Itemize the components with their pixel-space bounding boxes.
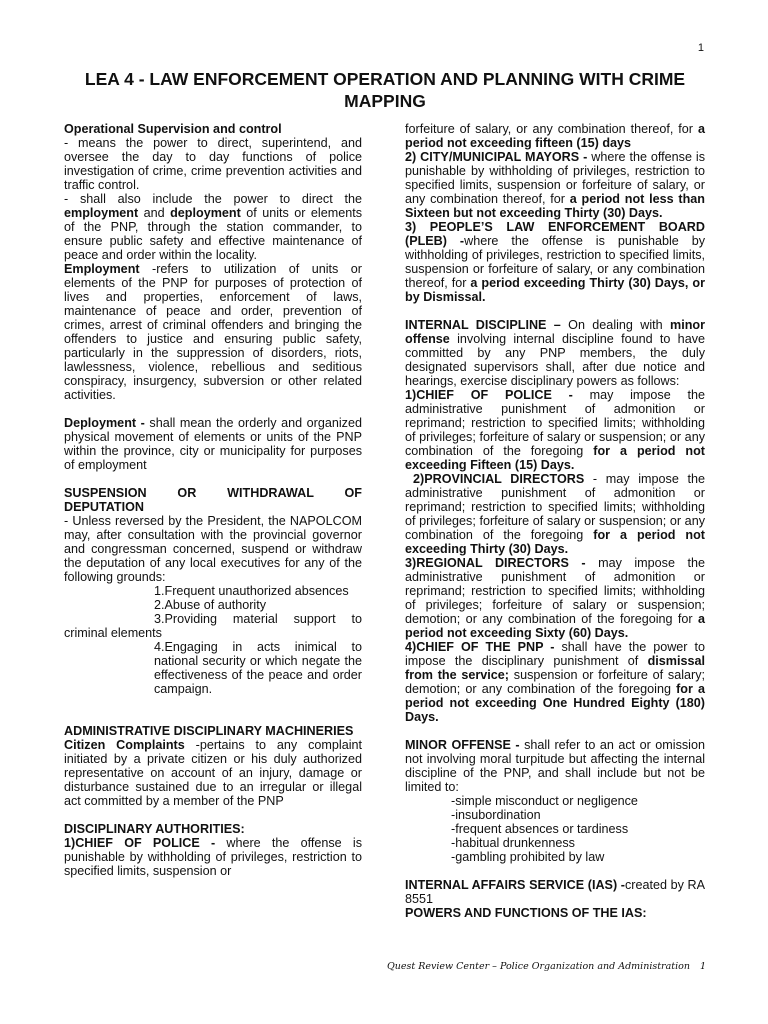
deployment-definition: Deployment - shall mean the orderly and organized physical movement of elements or units of the PNP within the province, city or municipality for purposes of employment [64, 416, 362, 472]
ground-item: 1.Frequent unauthorized absences [154, 584, 349, 598]
ground-item: 4.Engaging in acts inimical to national security or which negate the effectiveness of the peace and order campaign. [154, 640, 362, 696]
list-item: -insubordination [451, 808, 541, 822]
operational-supervision-definition-2: - shall also include the power to direct the employment and deployment of units or elements of the PNP, through the station commander, to ensure public safety and effective maintenance of peace and order within the locality. [64, 192, 362, 262]
ground-item: 2.Abuse of authority [154, 598, 267, 612]
chief-of-police-authority: 1)CHIEF OF POLICE - where the offense is punishable by withholding of privileges, restriction to specified limits, suspension or [64, 836, 362, 878]
disciplinary-authorities-heading: DISCIPLINARY AUTHORITIES: [64, 822, 245, 836]
right-column [405, 122, 705, 920]
list-item: -simple misconduct or negligence [451, 794, 638, 808]
ground-item: 3.Providing material support to criminal elements [64, 612, 362, 640]
footer-text: Quest Review Center – Police Organization and Administration [386, 961, 690, 972]
chief-of-police-continued: forfeiture of salary, or any combination thereof, for a period not exceeding fifteen (15) days [405, 122, 705, 150]
page-footer [387, 961, 706, 972]
suspension-heading: SUSPENSION OR WITHDRAWAL OF DEPUTATION [64, 486, 362, 514]
footer-page-number: 1 [699, 961, 706, 972]
ias-definition: INTERNAL AFFAIRS SERVICE (IAS) -created by RA 8551 [405, 878, 705, 906]
administrative-machineries-heading: ADMINISTRATIVE DISCIPLINARY MACHINERIES [64, 724, 354, 738]
page-number: 1 [697, 42, 704, 54]
list-item: -habitual drunkenness [451, 836, 575, 850]
list-item: -gambling prohibited by law [451, 850, 605, 864]
mayors-authority: 2) CITY/MUNICIPAL MAYORS - where the offense is punishable by withholding of privileges, restriction to specified limits, suspension or forfeiture of salary, or any combination thereof, for a period not less than Sixteen but not exceeding Thirty (30) Days. [405, 150, 706, 220]
ias-powers-heading: POWERS AND FUNCTIONS OF THE IAS: [405, 906, 647, 920]
internal-discipline-definition: INTERNAL DISCIPLINE – On dealing with minor offense involving internal discipline found to have committed by any PNP members, the duly designated supervisors shall, after due notice and hearings, exercise disciplinary powers as follows: [405, 318, 705, 388]
internal-discipline-item: 3)REGIONAL DIRECTORS - may impose the administrative punishment of admonition or reprimand; restriction to specified limits; withholding of privileges; forfeiture of salary or suspension; demotion; or any combination of the foregoing for a period not exceeding Sixty (60) Days. [405, 556, 705, 640]
minor-offense-definition: MINOR OFFENSE - shall refer to an act or omission not involving moral turpitude but affecting the internal discipline of the PNP, and shall include but not be limited to: [405, 738, 705, 794]
operational-supervision-definition: - means the power to direct, superintend, and oversee the day to day functions of police investigation of crime, crime prevention activities and traffic control. [64, 136, 362, 192]
internal-discipline-item: 4)CHIEF OF THE PNP - shall have the power to impose the disciplinary punishment of dismissal from the service; suspension or forfeiture of salary; demotion; or any combination of the foregoing for a period not exceeding One Hundred Eighty (180) Days. [405, 640, 706, 724]
page-title: LEA 4 - LAW ENFORCEMENT OPERATION AND PLANNING WITH CRIME MAPPING [84, 69, 686, 111]
operational-supervision-heading: Operational Supervision and control [64, 122, 282, 136]
citizen-complaints-definition: Citizen Complaints -pertains to any complaint initiated by a private citizen or his duly authorized representative on account of an injury, damage or disturbance sustained due to an irregular or illegal act committed by a member of the PNP [64, 738, 362, 808]
suspension-definition: - Unless reversed by the President, the NAPOLCOM may, after consultation with the provincial governor and congressman concerned, suspend or withdraw the deputation of any local executives for any of the following grounds: [64, 514, 362, 584]
internal-discipline-item: 1)CHIEF OF POLICE - may impose the administrative punishment of admonition or reprimand; restriction to specified limits; withholding of privileges; forfeiture of salary or suspension; or any combination of the foregoing for a period not exceeding Fifteen (15) Days. [405, 388, 705, 472]
employment-definition: Employment -refers to utilization of units or elements of the PNP for purposes of protection of lives and properties, enforcement of laws, maintenance of peace and order, prevention of crimes, arrest of criminal offenders and bringing the offenders to justice and ensuring public safety, particularly in the suppression of disorders, riots, lawlessness, violence, rebellious and seditious conspiracy, insurgency, subversion or other related activities. [64, 262, 362, 402]
internal-discipline-item: 2)PROVINCIAL DIRECTORS - may impose the administrative punishment of admonition or reprimand; restriction to specified limits; withholding of privileges; forfeiture of salary or suspension; or any combination of the foregoing for a period not exceeding Thirty (30) Days. [405, 472, 705, 556]
left-column [64, 122, 362, 878]
pleb-authority: 3) PEOPLE’S LAW ENFORCEMENT BOARD (PLEB) -where the offense is punishable by withholding of privileges, restriction to specified limits, suspension or forfeiture of salary, or any combination thereof, for a period exceeding Thirty (30) Days, or by Dismissal. [405, 220, 705, 304]
list-item: -frequent absences or tardiness [451, 822, 629, 836]
